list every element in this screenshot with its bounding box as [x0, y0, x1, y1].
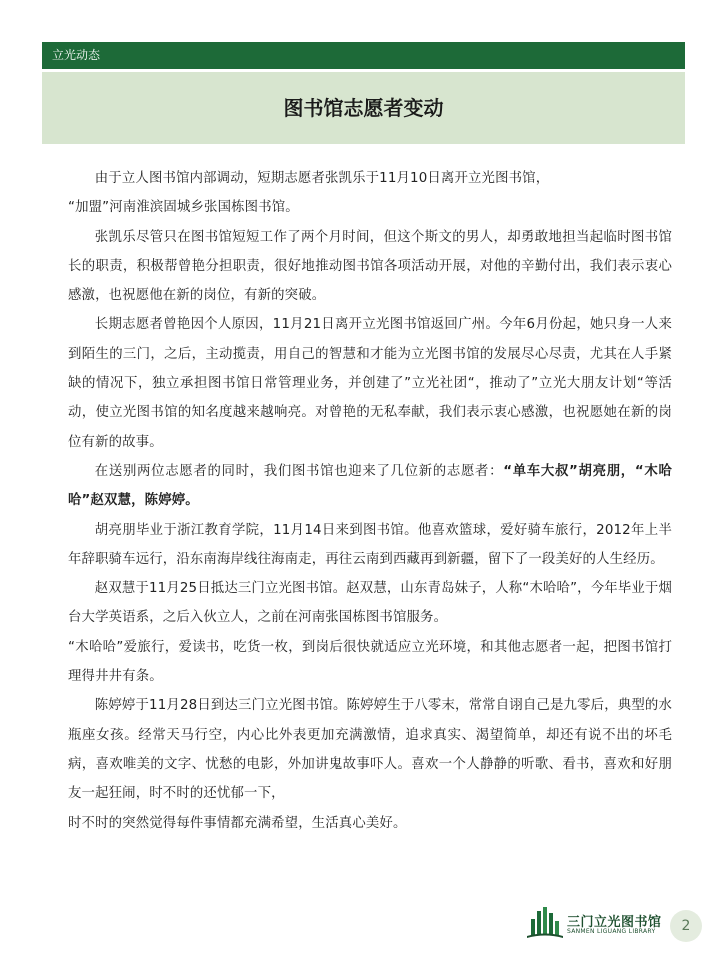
paragraph-7: 陈婷婷于11月28日到达三门立光图书馆。陈婷婷生于八零末，常常自诩自己是九零后，典型的水瓶座女孩。经常天马行空，内心比外表更加充满激情，追求真实、渴望简单，却还有说不出的坏毛病，喜欢唯美的文字、忧愁的电影，外加讲鬼故事吓人。喜欢一个人静静的听歌、看书，喜欢和好朋友一起狂闹，时不时的还忧郁一下，	[68, 698, 672, 802]
paragraph-5: 胡亮朋毕业于浙江教育学院，11月14日来到图书馆。他喜欢篮球，爱好骑车旅行，2012年上半年辞职骑车远行，沿东南海岸线往海南走，再往云南到西藏再到新疆，留下了一段美好的人生经历。	[68, 522, 672, 567]
paragraph-6: 赵双慧于11月25日抵达三门立光图书馆。赵双慧，山东青岛妹子，人称“木哈哈”，今年毕业于烟台大学英语系，之后入伙立人，之前在河南张国栋图书馆服务。	[68, 581, 672, 626]
paragraph-6-continued: “木哈哈”爱旅行，爱读书，吃货一枚，到岗后很快就适应立光环境，和其他志愿者一起，把图书馆打理得井井有条。	[68, 639, 672, 685]
paragraph-4-text: 在送别两位志愿者的同时，我们图书馆也迎来了几位新的志愿者：	[94, 463, 504, 479]
paragraph-1: 由于立人图书馆内部调动，短期志愿者张凯乐于11月10日离开立光图书馆，	[94, 171, 550, 186]
paragraph-1-continued: “加盟”河南淮滨固城乡张国栋图书馆。	[68, 200, 299, 216]
paragraph-3: 长期志愿者曾艳因个人原因，11月21日离开立光图书馆返回广州。今年6月份起，她只身一人来到陌生的三门，之后，主动揽责，用自己的智慧和才能为立光图书馆的发展尽心尽责，尤其在人手紧缺的情况下，独立承担图书馆日常管理业务，并创建了”立光社团“，推动了”立光大朋友计划“等活动，使立光图书馆的知名度越来越响亮。对曾艳的无私奉献，我们表示衷心感激，也祝愿她在新的岗位有新的故事。	[68, 317, 672, 450]
logo-chinese-name: 三门立光图书馆	[567, 915, 662, 930]
library-logo	[527, 905, 667, 939]
paragraph-4	[68, 457, 672, 516]
library-books-icon	[527, 905, 563, 939]
paragraph-7-continued: 时不时的突然觉得每件事情都充满希望，生活真心美好。	[68, 815, 407, 831]
title-band	[42, 72, 685, 144]
article-title: 图书馆志愿者变动	[283, 96, 444, 120]
section-label: 立光动态	[42, 42, 685, 69]
page-number: 2	[670, 910, 702, 942]
logo-english-name: SANMEN LIGUANG LIBRARY	[567, 928, 656, 935]
new-volunteers-names: “单车大叔”胡亮朋，“木哈哈”赵双慧，陈婷婷。	[68, 463, 672, 509]
paragraph-2: 张凯乐尽管只在图书馆短短工作了两个月时间，但这个斯文的男人，却勇敢地担当起临时图书馆长的职责，积极帮曾艳分担职责，很好地推动图书馆各项活动开展，对他的辛勤付出，我们表示衷心感激，也祝愿他在新的岗位，有新的突破。	[68, 229, 672, 304]
article-body	[68, 164, 672, 838]
